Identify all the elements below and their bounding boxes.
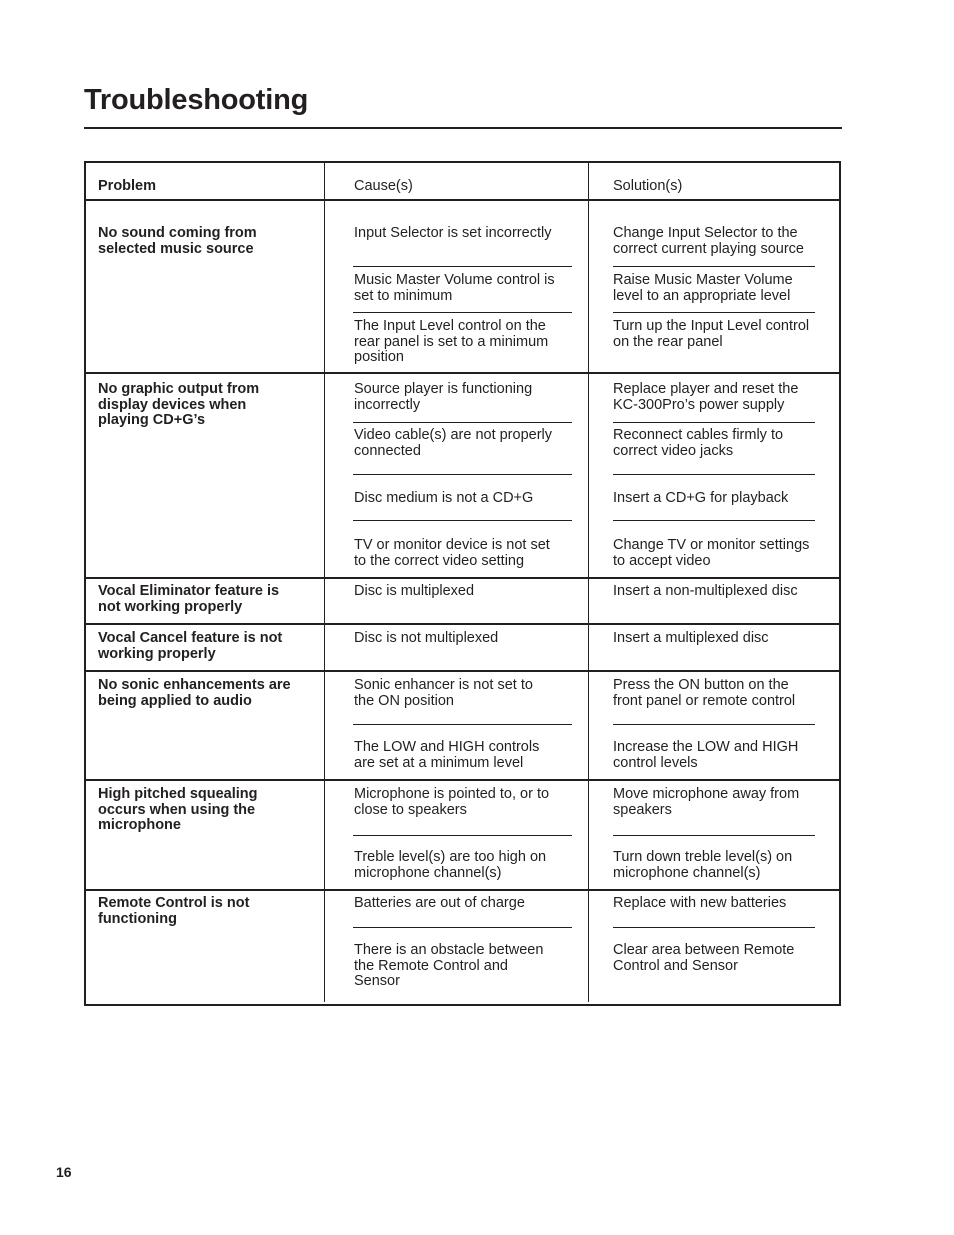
solution-divider (613, 835, 815, 836)
group-divider (86, 670, 839, 672)
cause-cell: Batteries are out of charge (354, 895, 525, 911)
group-divider (86, 779, 839, 781)
problem-cell: Vocal Cancel feature is not working properly (98, 630, 283, 662)
solution-divider (613, 927, 815, 928)
cause-divider (353, 312, 572, 313)
solution-cell: Replace with new batteries (613, 895, 787, 911)
cause-divider (353, 520, 572, 521)
cause-divider (353, 422, 572, 423)
cause-divider (353, 724, 572, 725)
solution-divider (613, 520, 815, 521)
column-divider-2 (588, 163, 589, 1002)
cause-cell: Video cable(s) are not properly connected (354, 427, 553, 459)
solution-cell: Turn down treble level(s) on microphone channel(s) (613, 849, 793, 881)
problem-cell: Vocal Eliminator feature is not working properly (98, 583, 280, 615)
cause-cell: TV or monitor device is not set to the correct video setting (354, 537, 550, 569)
cause-cell: Microphone is pointed to, or to close to speakers (354, 786, 550, 818)
solution-cell: Move microphone away from speakers (613, 786, 800, 818)
solution-cell: Press the ON button on the front panel or remote control (613, 677, 796, 709)
cause-cell: Input Selector is set incorrectly (354, 225, 552, 241)
title-rule (84, 127, 842, 129)
header-divider (86, 199, 839, 201)
cause-cell: Sonic enhancer is not set to the ON position (354, 677, 533, 709)
problem-cell: High pitched squealing occurs when using the microphone (98, 786, 258, 834)
solution-cell: Change Input Selector to the correct current playing source (613, 225, 804, 257)
cause-divider (353, 927, 572, 928)
solution-cell: Insert a multiplexed disc (613, 630, 769, 646)
solution-cell: Increase the LOW and HIGH control levels (613, 739, 799, 771)
cause-divider (353, 266, 572, 267)
solution-cell: Insert a non-multiplexed disc (613, 583, 798, 599)
group-divider (86, 889, 839, 891)
group-divider (86, 372, 839, 374)
problem-cell: Remote Control is not functioning (98, 895, 250, 927)
solution-cell: Clear area between Remote Control and Sensor (613, 942, 795, 974)
solution-divider (613, 474, 815, 475)
group-divider (86, 623, 839, 625)
header-cause: Cause(s) (354, 178, 413, 194)
solution-divider (613, 724, 815, 725)
cause-cell: Source player is functioning incorrectly (354, 381, 533, 413)
problem-cell: No graphic output from display devices when playing CD+G’s (98, 381, 260, 429)
cause-divider (353, 474, 572, 475)
page-number: 16 (56, 1164, 72, 1180)
cause-cell: The Input Level control on the rear panel is set to a minimum position (354, 318, 549, 366)
header-solution: Solution(s) (613, 178, 683, 194)
solution-cell: Turn up the Input Level control on the rear panel (613, 318, 810, 350)
column-divider-1 (324, 163, 325, 1002)
cause-cell: Music Master Volume control is set to minimum (354, 272, 555, 304)
cause-divider (353, 835, 572, 836)
solution-cell: Insert a CD+G for playback (613, 490, 789, 506)
header-problem: Problem (98, 178, 157, 194)
cause-cell: Disc is multiplexed (354, 583, 475, 599)
solution-divider (613, 422, 815, 423)
solution-cell: Reconnect cables firmly to correct video jacks (613, 427, 784, 459)
solution-cell: Raise Music Master Volume level to an appropriate level (613, 272, 793, 304)
group-divider (86, 577, 839, 579)
cause-cell: The LOW and HIGH controls are set at a minimum level (354, 739, 540, 771)
solution-cell: Replace player and reset the KC-300Pro’s power supply (613, 381, 799, 413)
problem-cell: No sound coming from selected music source (98, 225, 257, 257)
page-title: Troubleshooting (84, 84, 309, 116)
cause-cell: Disc medium is not a CD+G (354, 490, 534, 506)
solution-divider (613, 266, 815, 267)
solution-cell: Change TV or monitor settings to accept video (613, 537, 810, 569)
cause-cell: Treble level(s) are too high on microphone channel(s) (354, 849, 547, 881)
cause-cell: Disc is not multiplexed (354, 630, 499, 646)
solution-divider (613, 312, 815, 313)
troubleshooting-table (84, 161, 841, 1006)
cause-cell: There is an obstacle between the Remote Control and Sensor (354, 942, 544, 990)
problem-cell: No sonic enhancements are being applied to audio (98, 677, 291, 709)
